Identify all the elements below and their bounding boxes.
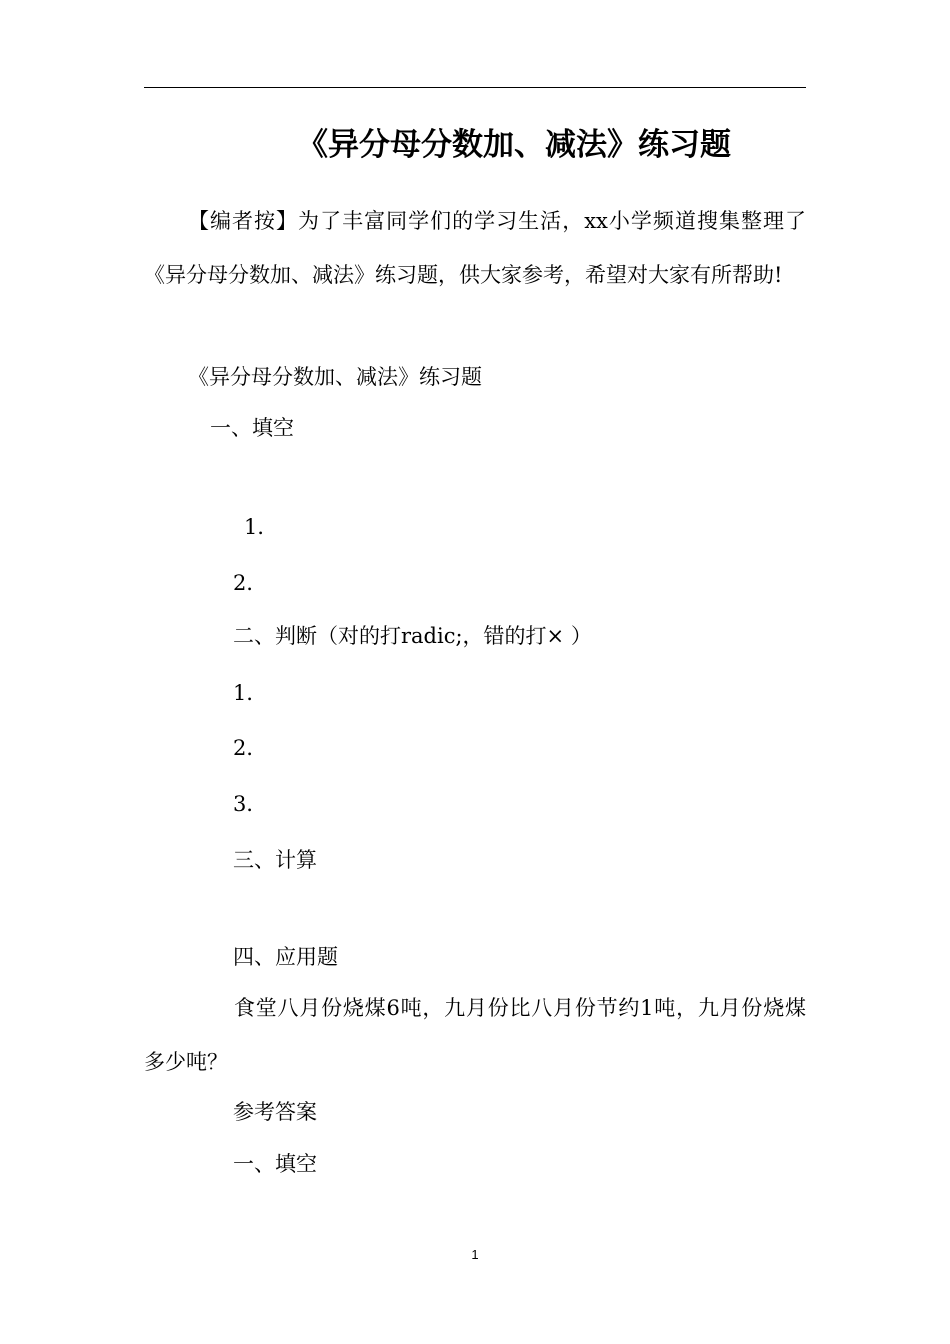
fill-in-item-1: 1． — [244, 515, 279, 539]
judge-item-3: 3． — [233, 792, 268, 816]
section-fill-in-heading: 一、填空 — [210, 416, 294, 440]
page-number: 1 — [471, 1247, 479, 1262]
answers-heading: 参考答案 — [233, 1100, 317, 1124]
answers-fill-in-heading: 一、填空 — [233, 1152, 317, 1176]
section-application-heading: 四、应用题 — [233, 945, 338, 969]
subtitle: 《异分母分数加、减法》练习题 — [188, 365, 482, 389]
judge-item-2: 2． — [233, 736, 268, 760]
section-calc-heading: 三、计算 — [233, 848, 317, 872]
judge-item-1: 1． — [233, 681, 268, 705]
document-title: 《异分母分数加、减法》练习题 — [297, 127, 731, 163]
application-problem: 食堂八月份烧煤6吨，九月份比八月份节约1吨，九月份烧煤多少吨？ — [144, 996, 806, 1074]
editor-note-paragraph: 【编者按】为了丰富同学们的学习生活，xx小学频道搜集整理了《异分母分数加、减法》练习题，供大家参考，希望对大家有所帮助! — [144, 209, 806, 287]
fill-in-item-2: 2． — [233, 571, 268, 595]
section-judge-heading: 二、判断（对的打radic;，错的打× ） — [233, 624, 592, 648]
header-rule — [144, 87, 806, 88]
